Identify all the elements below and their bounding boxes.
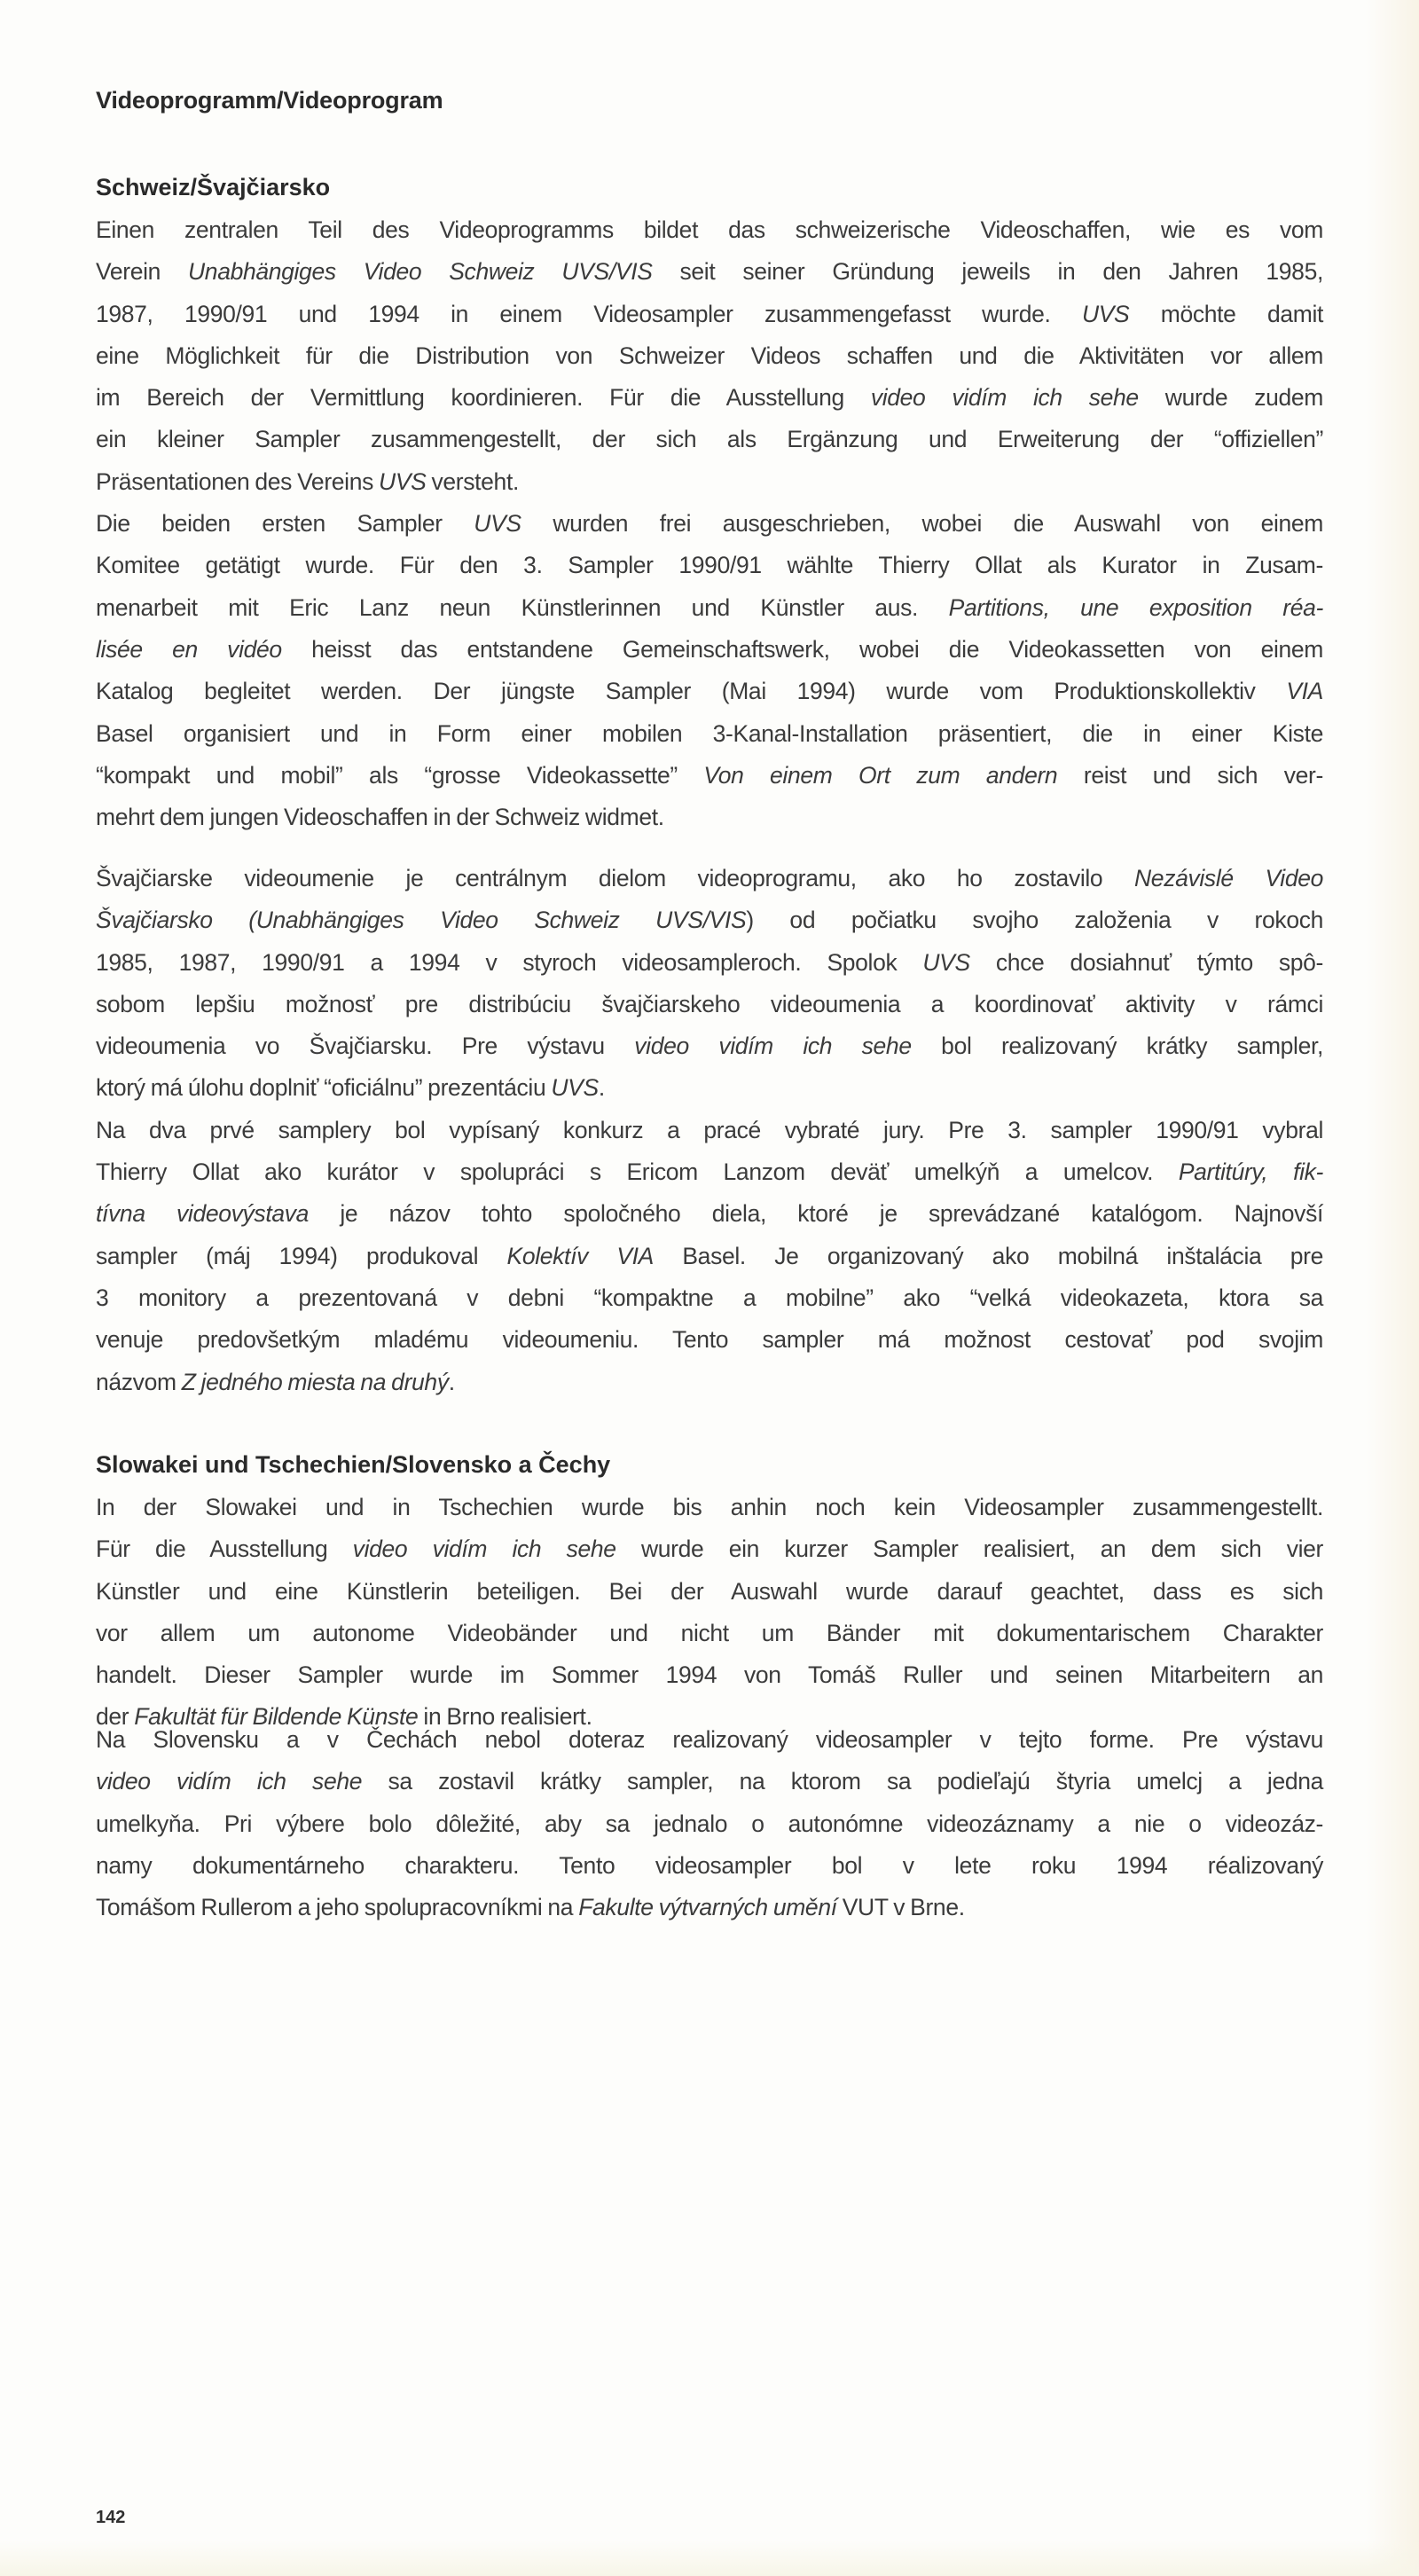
text-line [96, 1613, 1323, 1654]
text-run: “kompakt und mobil” als “grosse Videokassette” [96, 761, 704, 789]
text-run: wurden frei ausgeschrieben, wobei die Auswahl von einem [521, 510, 1323, 538]
text-run: seit seiner Gründung jeweils in den Jahren 1985, [652, 258, 1323, 286]
text-line [96, 858, 1323, 899]
text-run: Die beiden ersten Sampler [96, 510, 474, 538]
text-run: ) od počiatku svojho založenia v rokoch [746, 907, 1323, 934]
text-run: wurde zudem [1138, 384, 1324, 412]
italic-run: lisée en vidéo [96, 635, 282, 663]
text-run: möchte damit [1129, 300, 1323, 327]
text-run: vor allem um autonome Videobänder und nicht um Bänder mit dokumentarischem Charakter [96, 1619, 1323, 1646]
paragraph-schweiz-slovak [96, 858, 1323, 1403]
italic-run: Von einem Ort zum andern [703, 761, 1058, 789]
text-line [96, 1887, 1323, 1928]
text-line [96, 1719, 1323, 1761]
italic-run: video vidím ich sehe [96, 1768, 363, 1795]
italic-run: Švajčiarsko (Unabhängiges Video Schweiz UVS/VIS [96, 907, 747, 934]
text-run: je názov tohto spoločného diela, ktoré je sprevádzané katalógom. Najnovší [309, 1200, 1323, 1228]
text-run: Thierry Ollat ako kurátor v spolupráci s Ericom Lanzom deväť umelkýň a umelcov. [96, 1158, 1179, 1186]
text-line [96, 1845, 1323, 1887]
text-run: venuje predovšetkým mladému videoumeniu. Tento sampler má možnost cestovať pod svojim [96, 1326, 1323, 1354]
text-run: Basel. Je organizovaný ako mobilná inštalácia pre [654, 1242, 1323, 1269]
italic-run: UVS [379, 467, 427, 495]
text-run: Na dva prvé samplery bol vypísaný konkurz a pracé vybraté jury. Pre 3. sampler 1990/91 vybral [96, 1116, 1323, 1143]
text-line [96, 671, 1323, 712]
text-line [96, 1362, 1323, 1403]
text-line [96, 629, 1323, 671]
text-run: Komitee getätigt wurde. Für den 3. Sampler 1990/91 wählte Thierry Ollat als Kurator in Zusam- [96, 552, 1323, 579]
text-run: Švajčiarske videoumenie je centrálnym dielom videoprogramu, ako ho zostavilo [96, 865, 1135, 891]
text-run: Für die Ausstellung [96, 1535, 353, 1563]
text-line [96, 377, 1323, 419]
page-number: 142 [96, 2508, 126, 2527]
text-run: handelt. Dieser Sampler wurde im Sommer 1994 von Tomáš Ruller und seinen Mitarbeitern an [96, 1661, 1323, 1689]
text-line [96, 899, 1323, 941]
italic-run: Z jedného miesta na druhý [181, 1368, 449, 1395]
italic-run: video vidím ich sehe [352, 1535, 616, 1563]
text-run: sampler (máj 1994) produkoval [96, 1242, 507, 1269]
text-run: sa zostavil krátky sampler, na ktorom sa podieľajú štyria umelcj a jedna [362, 1768, 1323, 1795]
section-heading: Slowakei und Tschechien/Slovensko a Čechy [96, 1451, 611, 1478]
paragraph-schweiz-german [96, 209, 1323, 838]
italic-run: Kolektív VIA [506, 1242, 654, 1269]
text-line [96, 1110, 1323, 1151]
italic-run: tívna videovýstava [96, 1200, 310, 1228]
italic-run: UVS [1081, 300, 1130, 327]
text-run: in Brno realisiert. [418, 1703, 592, 1731]
text-run: Einen zentralen Teil des Videoprogramms bildet das schweizerische Videoschaffen, wie es vom [96, 216, 1323, 243]
text-run: videoumenia vo Švajčiarsku. Pre výstavu [96, 1033, 635, 1060]
section-heading: Schweiz/Švajčiarsko [96, 174, 331, 200]
text-line [96, 984, 1323, 1025]
italic-run: video vidím ich sehe [870, 384, 1139, 412]
text-run: 1985, 1987, 1990/91 a 1994 v styroch videosampleroch. Spolok [96, 948, 923, 976]
italic-run: UVS [474, 510, 521, 538]
text-line [96, 942, 1323, 984]
text-run: mehrt dem jungen Videoschaffen in der Schweiz widmet. [96, 804, 664, 831]
text-line [96, 587, 1323, 629]
text-line [96, 545, 1323, 586]
text-run: namy dokumentárneho charakteru. Tento videosampler bol v lete roku 1994 réalizovaný [96, 1851, 1323, 1879]
text-run: ktorý má úlohu doplniť “oficiálnu” prezentáciu [96, 1074, 552, 1102]
text-run: chce dosiahnuť týmto spô- [969, 948, 1324, 976]
text-line [96, 713, 1323, 755]
text-run: Tomášom Rullerom a jeho spolupracovníkmi na [96, 1894, 579, 1921]
paragraph-body [96, 1719, 1323, 1928]
text-run: 3 monitory a prezentovaná v debni “kompaktne a mobilne” ako “velká videokazeta, ktora sa [96, 1284, 1323, 1311]
text-line [96, 1319, 1323, 1361]
italic-run: UVS [922, 948, 970, 976]
text-line [96, 1803, 1323, 1845]
text-line [96, 251, 1323, 293]
text-run: der [96, 1703, 135, 1731]
text-run: názvom [96, 1368, 182, 1395]
text-line [96, 1571, 1323, 1613]
text-run: reist und sich ver- [1057, 761, 1323, 789]
text-line [96, 797, 1323, 838]
italic-run: Partitúry, fik- [1178, 1158, 1324, 1186]
text-line [96, 1761, 1323, 1802]
italic-run: UVS [551, 1074, 599, 1102]
page-edge-shading [1366, 0, 1419, 2576]
text-run: Basel organisiert und in Form einer mobilen 3-Kanal-Installation präsentiert, die in einer Kiste [96, 719, 1323, 747]
text-line [96, 755, 1323, 797]
section-slowakei-tschechien [96, 1444, 1323, 1486]
italic-run: Fakultät für Bildende Künste [134, 1703, 419, 1731]
text-run: umelkyňa. Pri výbere bolo dôležité, aby sa jednalo o autonómne videozáznamy a nie o videozáz- [96, 1810, 1323, 1837]
text-line [96, 1193, 1323, 1235]
paragraph-slowakei-german [96, 1487, 1323, 1739]
text-run: bol realizovaný krátky sampler, [911, 1033, 1324, 1060]
text-run: In der Slowakei und in Tschechien wurde bis anhin noch kein Videosampler zusammengestellt. [96, 1494, 1323, 1520]
italic-run: video vidím ich sehe [634, 1033, 912, 1060]
text-line [96, 503, 1323, 545]
text-run: . [598, 1074, 605, 1102]
italic-run: Partitions, une exposition réa- [948, 593, 1323, 621]
text-run: sobom lepšiu možnosť pre distribúciu švajčiarskeho videoumenia a koordinovať aktivity v rámci [96, 990, 1323, 1017]
text-run: menarbeit mit Eric Lanz neun Künstlerinnen und Künstler aus. [96, 593, 949, 621]
text-line [96, 419, 1323, 460]
paragraph-body [96, 209, 1323, 838]
text-run: Verein [96, 258, 189, 286]
text-line [96, 461, 1323, 503]
text-line [96, 1067, 1323, 1109]
text-run: Katalog begleitet werden. Der jüngste Sampler (Mai 1994) wurde vom Produktionskollektiv [96, 678, 1287, 705]
paragraph-body [96, 1487, 1323, 1739]
text-line [96, 1487, 1323, 1528]
text-line [96, 1236, 1323, 1277]
text-run: 1987, 1990/91 und 1994 in einem Videosampler zusammengefasst wurde. [96, 300, 1082, 327]
page-title: Videoprogramm/Videoprogram [96, 87, 443, 114]
italic-run: Unabhängiges Video Schweiz UVS/VIS [188, 258, 653, 286]
italic-run: VIA [1286, 678, 1323, 705]
text-line [96, 1277, 1323, 1319]
text-line [96, 1151, 1323, 1193]
text-run: Künstler und eine Künstlerin beteiligen. Bei der Auswahl wurde darauf geachtet, dass es sich [96, 1577, 1323, 1605]
italic-run: Fakulte výtvarných umění [578, 1894, 837, 1921]
text-run: Na Slovensku a v Čechách nebol doteraz realizovaný videosampler v tejto forme. Pre výstavu [96, 1726, 1323, 1753]
section-schweiz [96, 167, 1323, 208]
text-run: VUT v Brne. [836, 1894, 965, 1921]
italic-run: Nezávislé Video [1134, 865, 1323, 891]
text-run: eine Möglichkeit für die Distribution von Schweizer Videos schaffen und die Aktivitäten vor allem [96, 342, 1323, 369]
text-run: heisst das entstandene Gemeinschaftswerk, wobei die Videokassetten von einem [281, 635, 1323, 663]
text-run: Präsentationen des Vereins [96, 467, 380, 495]
text-line [96, 209, 1323, 251]
text-run: wurde ein kurzer Sampler realisiert, an dem sich vier [615, 1535, 1324, 1563]
page-bottom-shading [0, 2541, 1419, 2576]
text-run: . [448, 1368, 455, 1395]
text-run: im Bereich der Vermittlung koordinieren. Für die Ausstellung [96, 384, 871, 412]
text-line [96, 294, 1323, 335]
paragraph-slowakei-slovak [96, 1719, 1323, 1928]
paragraph-body [96, 858, 1323, 1403]
text-line [96, 1654, 1323, 1696]
text-run: ein kleiner Sampler zusammengestellt, der sich als Ergänzung und Erweiterung der “offiziellen” [96, 426, 1323, 453]
text-line [96, 1528, 1323, 1570]
text-run: versteht. [426, 467, 519, 495]
text-line [96, 1025, 1323, 1067]
text-line [96, 335, 1323, 377]
